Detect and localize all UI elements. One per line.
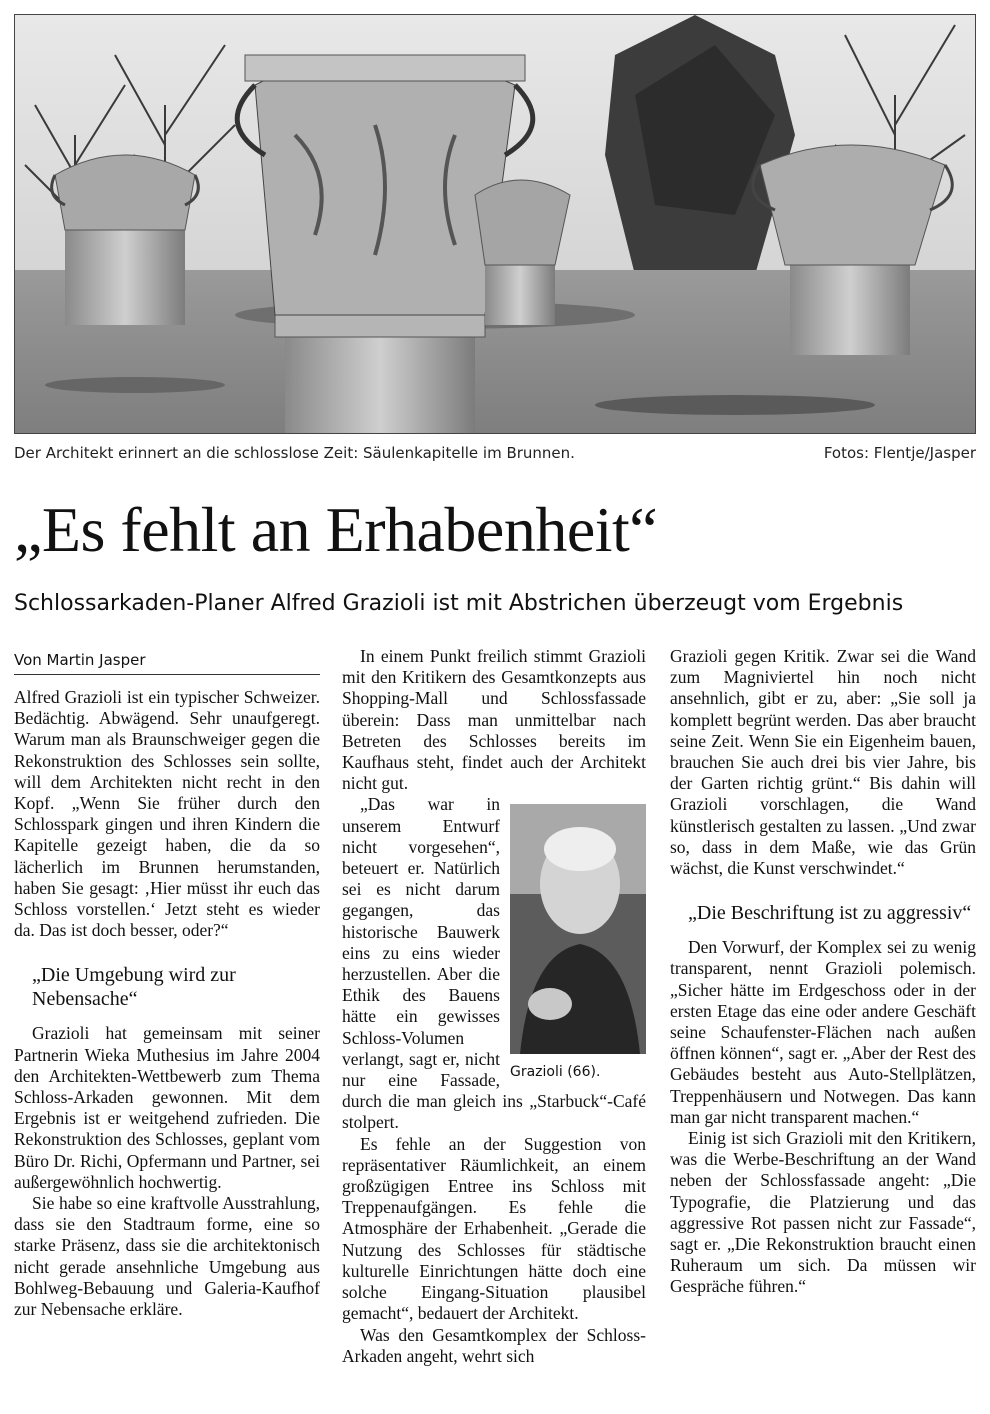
article-column-1 [14, 646, 320, 1406]
article-column-2 [342, 646, 646, 1406]
portrait-figure [510, 804, 646, 1082]
photo-caption-row [14, 444, 976, 466]
byline: Von Martin Jasper [14, 646, 320, 675]
portrait-caption: Grazioli (66). [510, 1064, 601, 1081]
photo-credit: Fotos: Flentje/Jasper [823, 444, 976, 462]
paragraph: Den Vorwurf, der Komplex sei zu wenig transparent, nennt Grazioli polemisch. „Sicher hätte im Erdgeschoss oder in der ersten Etage das eine oder andere Geschäft seine Schaufenster-Flächen nach außen öffnen können“, sagt er. „Aber der Rest des Gebäudes besteht aus Auto-Stellplätzen, Treppenhäusern und Notwegen. Das kann man gar nicht transparent machen.“ [670, 937, 976, 1127]
paragraph: Sie habe so eine kraftvolle Ausstrahlung, dass sie den Stadtraum forme, eine so starke Präsenz, dass sie die architektonisch nicht gerade ansehnliche Umgebung aus Bohlweg-Bebauung und Galeria-Kaufhof zur Nebensache erkläre. [14, 1193, 320, 1320]
paragraph: Alfred Grazioli ist ein typischer Schweizer. Bedächtig. Abwägend. Sehr unaufgeregt. Warum man als Braunschweiger gegen die Rekonstruktion des Schlosses sein sollte, will dem Architekten nicht recht in den Kopf. „Wenn Sie früher durch den Schlosspark gingen und ihren Kindern die Kapitelle gezeigt haben, die da so lächerlich im Brunnen herumstanden, haben Sie gesagt: ‚Hier müsst ihr euch das Schloss vorstellen.‘ Jetzt steht es wieder da. Das ist doch besser, oder?“ [14, 687, 320, 941]
subheading: „Die Beschriftung ist zu aggressiv“ [688, 902, 972, 925]
photo-caption: Der Architekt erinnert an die schlosslose Zeit: Säulenkapitelle im Brunnen. [14, 444, 575, 462]
paragraph: In einem Punkt freilich stimmt Grazioli mit den Kritikern des Gesamtkonzepts aus Shopping-Mall und Schlossfassade überein: Dass man unmittelbar nach Betreten des Schlosses bereits im Kaufhaus steht, findet auch der Architekt nicht gut. [342, 646, 646, 794]
paragraph: Was den Gesamtkomplex der Schloss-Arkaden angeht, wehrt sich [342, 1324, 646, 1366]
paragraph: „Das war in unserem Entwurf nicht vorgesehen“, beteuert er. Natürlich sei es nicht darum gegangen, das historische Bauwerk eins zu eins wieder herzustellen. Aber die Ethik des Bauens hätte ein gewisses Schloss-Volumen verlangt, sagt er, nicht nur eine Fassade, durch die man gleich ins „Starbuck“-Café stolpert. [342, 794, 646, 1133]
paragraph: Einig ist sich Grazioli mit den Kritikern, was die Werbe-Beschriftung an der Wand neben der Schlossfassade angeht: „Die Typografie, die Platzierung und das aggressive Rot passen nicht zur Fassade“, sagt er. „Die Rekonstruktion braucht einen Ruheraum um sich. Da müssen wir Gespräche führen.“ [670, 1128, 976, 1297]
portrait-photo [510, 804, 646, 1054]
paragraph: Es fehle an der Suggestion von repräsentativer Räumlichkeit, an einem großzügigen Entree ins Schloss mit Treppenaufgängen. Es fehle die Atmosphäre der Erhabenheit. „Gerade die Nutzung des Schlosses für städtische kulturelle Einrichtungen hätte doch eine solche Eingang-Situation plausibel gemacht“, bedauert der Architekt. [342, 1133, 646, 1324]
subheadline: Schlossarkaden-Planer Alfred Grazioli ist mit Abstrichen überzeugt vom Ergebnis [14, 591, 904, 616]
article-column-3 [670, 646, 976, 1406]
paragraph: Grazioli gegen Kritik. Zwar sei die Wand zum Magniviertel hin noch nicht ansehnlich, gibt er zu, aber: „Sie soll ja komplett begrünt werden. Das aber braucht seine Zeit. Wenn Sie ein Eigenheim bauen, brauchen Sie auch drei bis vier Jahre, bis der Garten richtig grünt.“ Bis dahin will Grazioli vorschlagen, die Wand künstlerisch gestalten zu lassen. „Und zwar so, dass in dem Maße, wie das Grün wächst, die Kunst verschwindet.“ [670, 646, 976, 879]
headline: „Es fehlt an Erhabenheit“ [14, 494, 658, 565]
column-capitals-photo [14, 14, 976, 434]
paragraph: Grazioli hat gemeinsam mit seiner Partnerin Wieka Muthesius im Jahre 2004 den Architekten-Wettbewerb zum Thema Schloss-Arkaden gewonnen. Mit dem Ergebnis ist er weitgehend zufrieden. Die Rekonstruktion des Schlosses, geplant vom Büro Dr. Richi, Opfermann und Partner, sei außergewöhnlich hochwertig. [14, 1023, 320, 1192]
photo-illustration [15, 15, 976, 434]
portrait-illustration [510, 804, 646, 1054]
subheading: „Die Umgebung wird zur Nebensache“ [32, 964, 236, 1011]
